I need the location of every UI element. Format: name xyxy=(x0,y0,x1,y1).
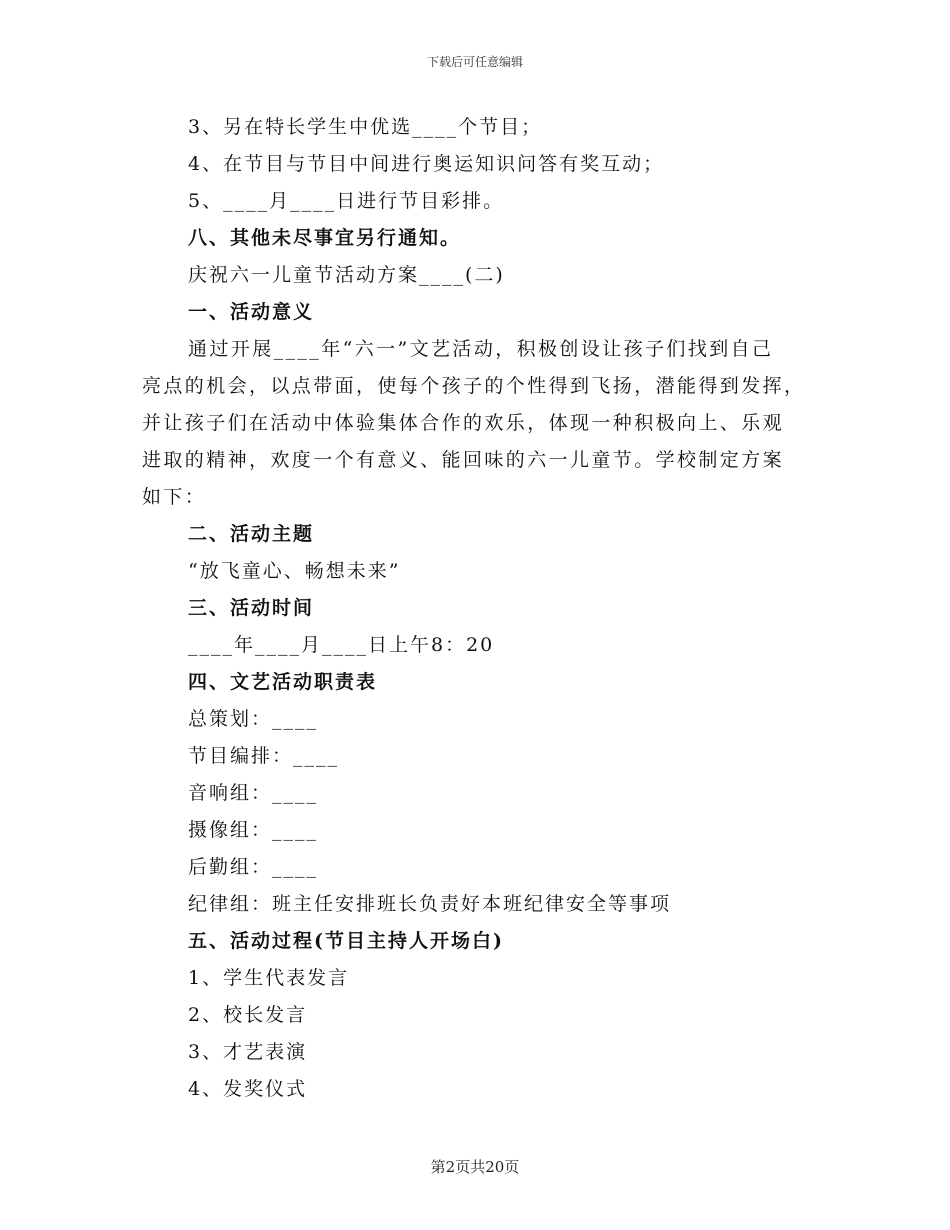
paragraph-line: 亮点的机会，以点带面，使每个孩子的个性得到飞扬，潜能得到发挥， xyxy=(142,375,806,397)
section-heading-2: 二、活动主题 xyxy=(188,523,315,545)
duty-item: 后勤组：____ xyxy=(188,856,319,878)
process-step: 4、发奖仪式 xyxy=(188,1078,308,1100)
process-step: 1、学生代表发言 xyxy=(188,967,350,989)
paragraph-line: 如下： xyxy=(142,486,207,508)
page-header-note: 下载后可任意编辑 xyxy=(426,55,523,69)
list-item-3: 3、另在特长学生中优选____个节目； xyxy=(188,116,543,138)
list-item-4: 4、在节目与节目中间进行奥运知识问答有奖互动； xyxy=(188,153,665,175)
page-number: 第2页共20页 xyxy=(430,1158,520,1176)
duty-item: 节目编排：____ xyxy=(188,745,340,767)
list-item-5: 5、____月____日进行节目彩排。 xyxy=(188,190,505,212)
process-step: 2、校长发言 xyxy=(188,1004,308,1026)
paragraph-line: 进取的精神，欢度一个有意义、能回味的六一儿童节。学校制定方案 xyxy=(142,449,785,471)
section-heading-3: 三、活动时间 xyxy=(188,597,315,619)
section-heading-4: 四、文艺活动职责表 xyxy=(188,671,378,693)
section-heading-5: 五、活动过程(节目主持人开场白) xyxy=(188,930,504,952)
duty-item: 音响组：____ xyxy=(188,782,319,804)
activity-theme: “放飞童心、畅想未来” xyxy=(188,560,401,582)
duty-item: 纪律组：班主任安排班长负责好本班纪律安全等事项 xyxy=(188,893,672,915)
duty-item: 摄像组：____ xyxy=(188,819,319,841)
activity-time: ____年____月____日上午8：20 xyxy=(188,634,495,656)
process-step: 3、才艺表演 xyxy=(188,1041,308,1063)
paragraph-line: 并让孩子们在活动中体验集体合作的欢乐，体现一种积极向上、乐观 xyxy=(142,412,785,434)
paragraph-line: 通过开展____年“六一”文艺活动，积极创设让孩子们找到自己 xyxy=(188,338,774,360)
duty-item: 总策划：____ xyxy=(188,708,319,730)
section-heading-1: 一、活动意义 xyxy=(188,301,315,323)
document-subtitle: 庆祝六一儿童节活动方案____(二) xyxy=(188,264,505,286)
section-heading-8: 八、其他未尽事宜另行通知。 xyxy=(188,227,462,249)
